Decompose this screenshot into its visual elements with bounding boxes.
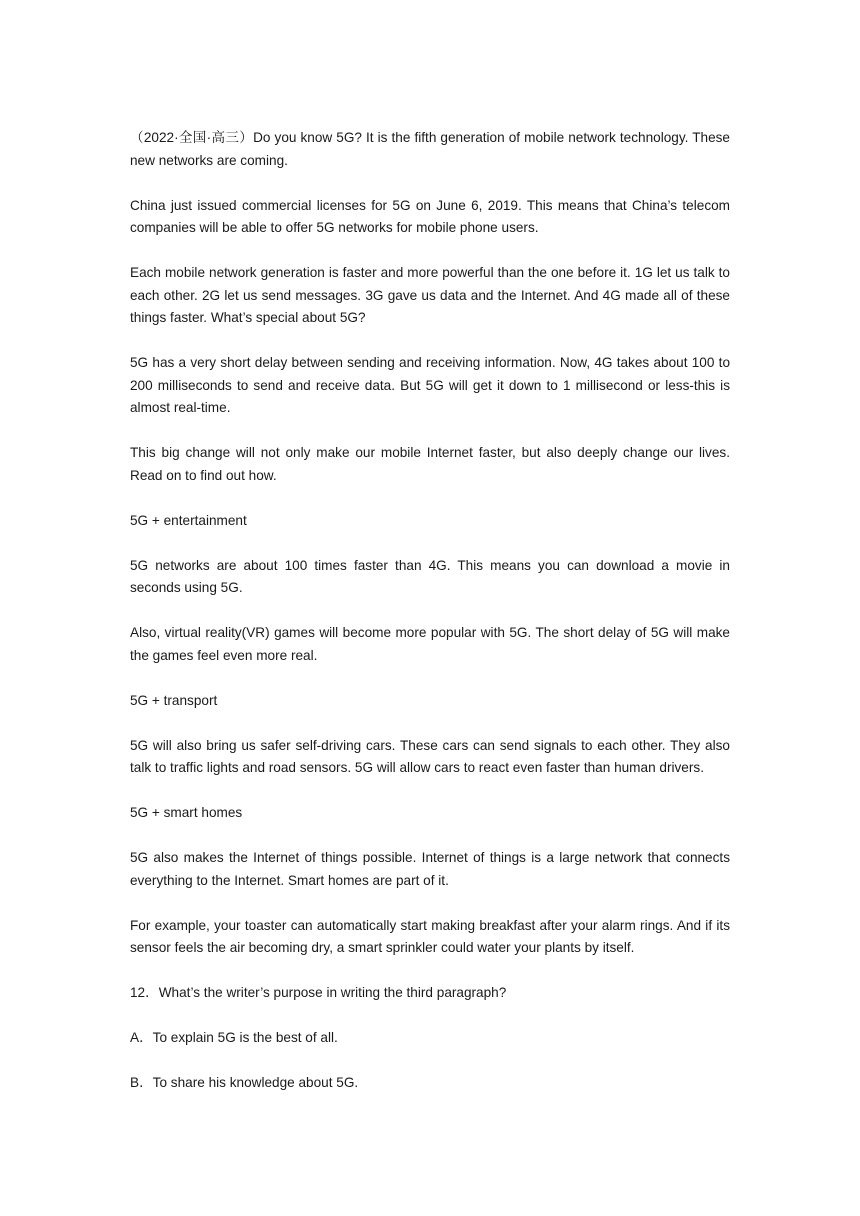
document-page <box>130 127 730 1117</box>
section-heading-smart-homes: 5G + smart homes <box>130 805 243 820</box>
passage-paragraph: China just issued commercial licenses for 5G on June 6, 2019. This means that China’s telecom companies will be able to offer 5G networks for mobile phone users. <box>130 197 730 235</box>
passage-paragraph: Also, virtual reality(VR) games will become more popular with 5G. The short delay of 5G will make the games feel even more real. <box>130 625 730 663</box>
question-stem: 12．What’s the writer’s purpose in writing the third paragraph? <box>130 985 507 1000</box>
passage-paragraph: This big change will not only make our mobile Internet faster, but also deeply change our lives. Read on to find out how. <box>130 445 730 483</box>
answer-option-a: A．To explain 5G is the best of all. <box>130 1030 338 1045</box>
section-heading-entertainment: 5G + entertainment <box>130 512 247 528</box>
answer-option-b: B．To share his knowledge about 5G. <box>130 1075 359 1090</box>
passage-paragraph-intro: （2022·全国·高三）Do you know 5G? It is the fifth generation of mobile network technology. These new networks are coming. <box>130 130 730 168</box>
passage-paragraph: 5G will also bring us safer self-driving cars. These cars can send signals to each other. They also talk to traffic lights and road sensors. 5G will allow cars to react even faster than human drivers. <box>130 737 730 775</box>
passage-paragraph: Each mobile network generation is faster and more powerful than the one before it. 1G let us talk to each other. 2G let us send messages. 3G gave us data and the Internet. And 4G made all of these things faster. What’s special about 5G? <box>130 265 730 325</box>
section-heading-transport: 5G + transport <box>130 692 218 708</box>
passage-paragraph: For example, your toaster can automatically start making breakfast after your alarm rings. And if its sensor feels the air becoming dry, a smart sprinkler could water your plants by itself. <box>130 917 730 955</box>
passage-paragraph: 5G has a very short delay between sending and receiving information. Now, 4G takes about 100 to 200 milliseconds to send and receive data. But 5G will get it down to 1 millisecond or less-this is almost real-time. <box>130 355 730 415</box>
passage-paragraph: 5G networks are about 100 times faster than 4G. This means you can download a movie in seconds using 5G. <box>130 557 730 595</box>
passage-paragraph: 5G also makes the Internet of things possible. Internet of things is a large network that connects everything to the Internet. Smart homes are part of it. <box>130 850 730 888</box>
